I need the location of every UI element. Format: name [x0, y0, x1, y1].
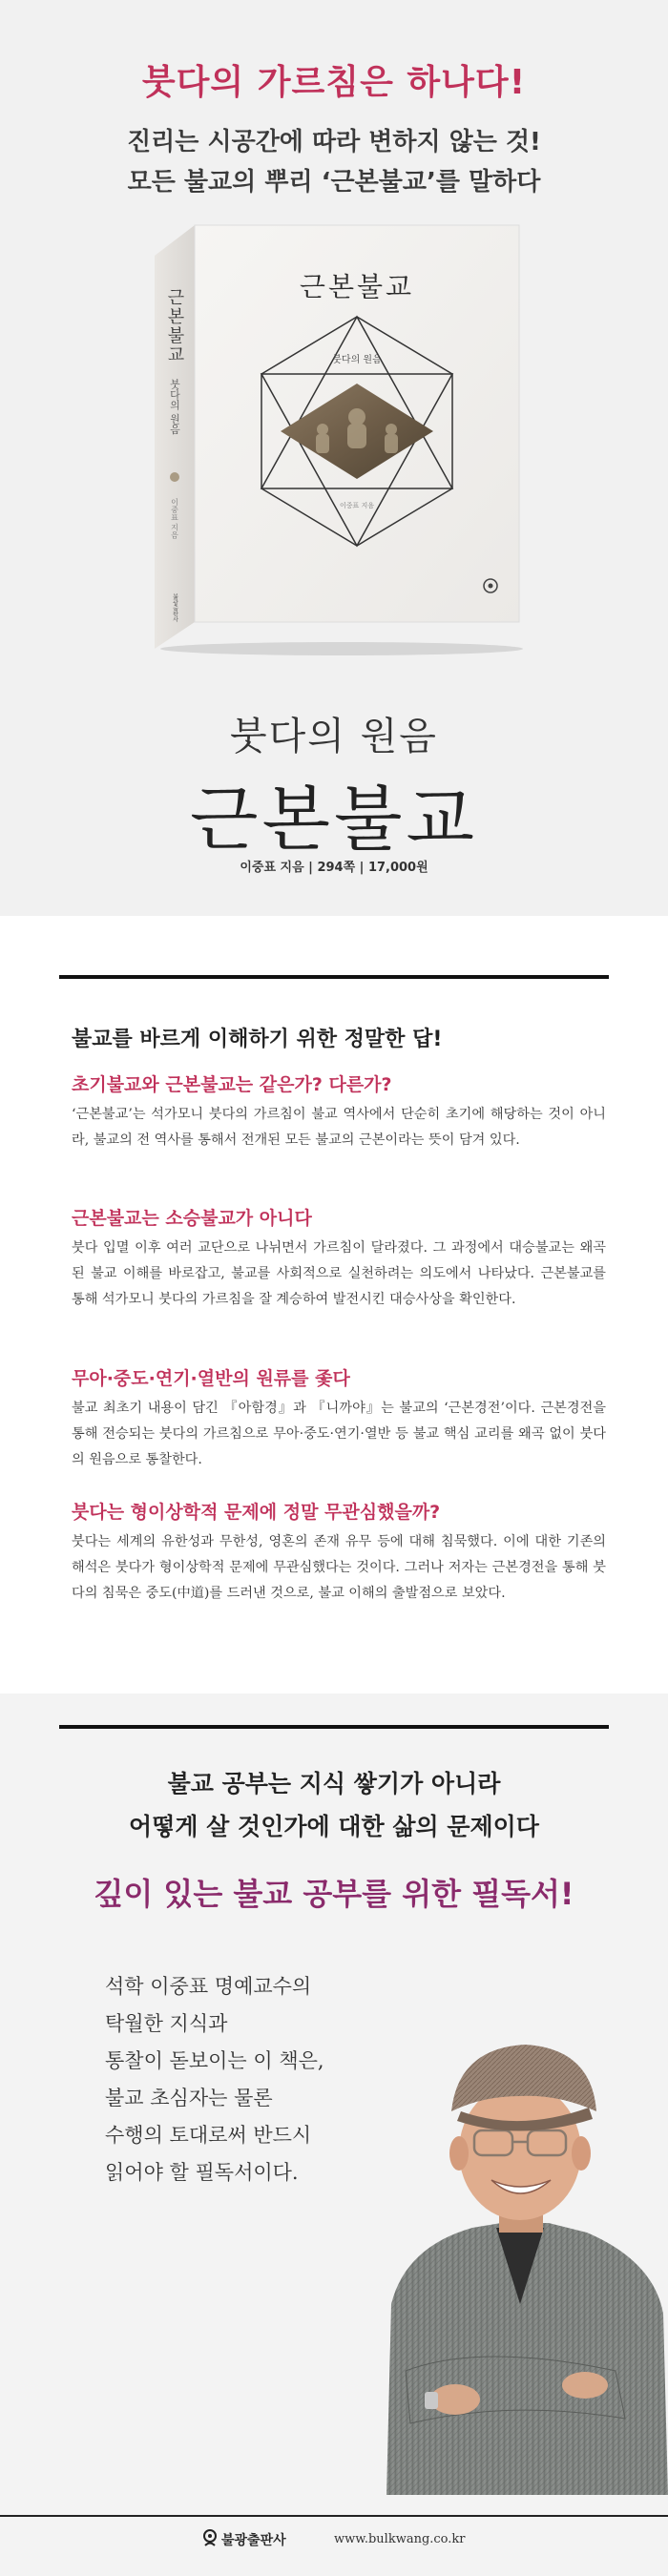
divider — [59, 1725, 609, 1729]
book-spine-publisher — [172, 592, 178, 623]
qa-block — [72, 1204, 606, 1313]
book-spine-title — [165, 288, 185, 364]
quote-line: 통찰이 돋보이는 이 책은, — [105, 2049, 324, 2072]
svg-text:이중표 지음: 이중표 지음 — [170, 498, 179, 539]
publisher-logo-icon — [202, 2528, 218, 2547]
divider — [0, 2515, 668, 2517]
qa-question: 무아·중도·연기·열반의 원류를 좇다 — [72, 1368, 350, 1389]
qa-answer: 불교 최초기 내용이 담긴 『아함경』과 『니까야』는 불교의 ‘근본경전’이다. 근본경전을 통해 전승되는 붓다의 가르침으로 무아·중도·연기·열반 등 불교 핵심 교리를 왜곡 없이 붓다의 원음으로 통찰한다. — [72, 1401, 606, 1467]
hero-subline: 모든 불교의 뿌리 ‘근본불교’를 말하다 — [127, 168, 541, 197]
book-cover-author: 이중표 지음 — [339, 502, 375, 509]
book-spine-subtitle — [169, 379, 181, 435]
book-spine-author — [170, 497, 178, 540]
qa-answer: ‘근본불교’는 석가모니 붓다의 가르침이 불교 역사에서 단순히 초기에 해당하는 것이 아니라, 불교의 전 역사를 통해서 전개된 모든 불교의 근본이라는 뜻이 담겨 있다. — [72, 1107, 606, 1148]
book-meta: 이중표 지음 | 294쪽 | 17,000원 — [240, 861, 428, 875]
hero-headline: 붓다의 가르침은 하나다! — [141, 63, 527, 102]
recommendation-line: 어떻게 살 것인가에 대한 삶의 문제이다 — [129, 1813, 539, 1840]
svg-text:불광출판사: 불광출판사 — [171, 593, 178, 622]
divider — [59, 975, 609, 979]
qa-question: 붓다는 형이상학적 문제에 정말 무관심했을까? — [72, 1502, 441, 1523]
hero-subline: 진리는 시공간에 따라 변하지 않는 것! — [127, 128, 541, 156]
book-cover-image — [151, 221, 523, 656]
qa-block — [72, 1364, 606, 1473]
svg-text:붓다의 원음: 붓다의 원음 — [168, 379, 181, 435]
recommendation-accent: 깊이 있는 불교 공부를 위한 필독서! — [94, 1876, 574, 1912]
qa-block — [72, 1498, 606, 1607]
summary-heading: 불교를 바르게 이해하기 위한 정말한 답! — [72, 1028, 443, 1051]
spine-emblem-icon — [170, 472, 179, 482]
quote-line: 불교 초심자는 물론 — [105, 2087, 273, 2109]
footer-url[interactable]: www.bulkwang.co.kr — [334, 2532, 466, 2546]
book-cover-title: 근본불교 — [299, 271, 415, 302]
quote-line: 수행의 토대로써 반드시 — [105, 2124, 312, 2147]
qa-question: 근본불교는 소승불교가 아니다 — [72, 1208, 312, 1229]
quote-line: 읽어야 할 필독서이다. — [105, 2161, 299, 2184]
qa-answer: 붓다는 세계의 유한성과 무한성, 영혼의 존재 유무 등에 대해 침묵했다. 이에 대한 기존의 해석은 붓다가 형이상학적 문제에 무관심했다는 것이다. 그러나 저자는 근본경전을 통해 붓다의 침묵은 중도(中道)를 드러낸 것으로, 불교 이해의 출발점으로 보았다. — [72, 1534, 606, 1601]
book-title-small: 붓다의 원음 — [230, 715, 438, 758]
quote-line: 탁월한 지식과 — [105, 2012, 228, 2035]
qa-question: 초기불교와 근본불교는 같은가? 다른가? — [72, 1074, 392, 1095]
svg-text:근본불교: 근본불교 — [164, 288, 185, 364]
endorsement-quote — [105, 1968, 324, 2192]
book-title-big: 근본불교 — [190, 779, 478, 861]
quote-line: 석학 이중표 명예교수의 — [105, 1975, 312, 1998]
book-cover-subtitle: 붓다의 원음 — [332, 355, 382, 365]
qa-answer: 붓다 입멸 이후 여러 교단으로 나뉘면서 가르침이 달라졌다. 그 과정에서 대승불교는 왜곡된 불교 이해를 바로잡고, 불교를 사회적으로 실천하려는 의도에서 나타났다. 근본불교를 통해 석가모니 붓다의 가르침을 잘 계승하여 발전시킨 대승사상을 확인한다. — [72, 1240, 606, 1307]
footer-publisher: 불광출판사 — [221, 2533, 286, 2548]
recommendation-line: 불교 공부는 지식 쌓기가 아니라 — [167, 1770, 501, 1797]
qa-block — [72, 1070, 606, 1153]
author-photo — [367, 1989, 668, 2495]
